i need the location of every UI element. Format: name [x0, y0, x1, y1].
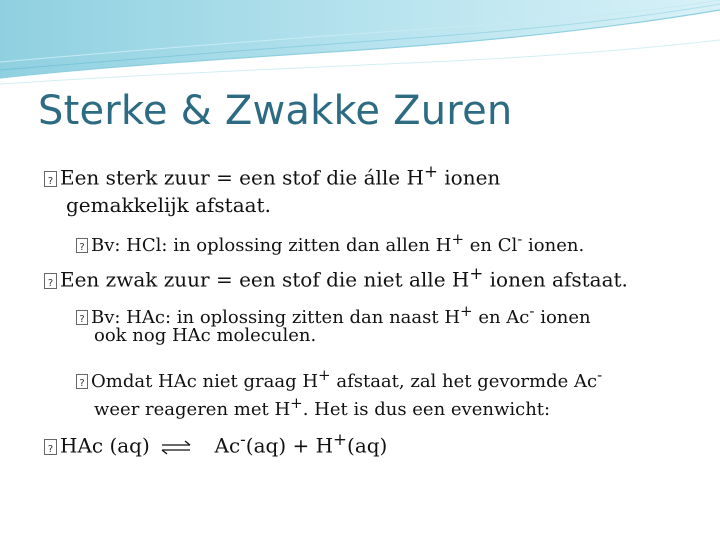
equilibrium-arrows-icon: [156, 437, 208, 457]
superscript-charge: -: [240, 430, 246, 449]
missing-glyph-bullet-icon: [76, 374, 88, 389]
bullet-weak-acid-definition: [44, 262, 628, 292]
product-acetate: Ac: [214, 433, 241, 458]
reactant: HAc (aq): [60, 433, 150, 458]
missing-glyph-bullet-icon: [76, 238, 88, 253]
line-text: ionen: [534, 307, 591, 328]
line-text: ionen: [437, 165, 501, 190]
line-text: Een zwak zuur = een stof die niet alle H: [60, 267, 470, 292]
missing-glyph-bullet-icon: [76, 310, 88, 325]
bullet-equilibrium-equation: [44, 428, 387, 458]
line-text: Bv: HCl: in oplossing zitten dan allen H: [91, 235, 452, 256]
missing-glyph-bullet-icon: [44, 273, 57, 289]
superscript-charge: -: [517, 230, 523, 248]
product-text: (aq): [347, 433, 388, 458]
line-text: ionen afstaat.: [483, 267, 628, 292]
line-text: Een sterk zuur = een stof die álle H: [60, 165, 424, 190]
line-text: weer reageren met H: [94, 399, 291, 420]
header-wave-decoration: [0, 0, 720, 90]
superscript-charge: +: [460, 302, 473, 320]
superscript-charge: -: [597, 366, 603, 384]
slide-title: Sterke & Zwakke Zuren: [38, 88, 513, 134]
product-text: (aq) + H: [245, 433, 334, 458]
bullet-continuation: [66, 193, 271, 217]
line-text: Bv: HAc: in oplossing zitten dan naast H: [91, 307, 461, 328]
line-text: afstaat, zal het gevormde Ac: [330, 371, 598, 392]
sub-bullet-equilibrium-reason: [76, 364, 602, 393]
line-text: ook nog HAc moleculen.: [94, 325, 317, 346]
line-text: en Ac: [472, 307, 530, 328]
superscript-charge: +: [469, 264, 484, 283]
superscript-charge: +: [333, 430, 348, 449]
sub-bullet-continuation: [94, 392, 550, 421]
superscript-charge: +: [290, 394, 303, 412]
missing-glyph-bullet-icon: [44, 171, 57, 187]
line-text: . Het is dus een evenwicht:: [302, 399, 551, 420]
superscript-charge: +: [423, 162, 438, 181]
sub-bullet-continuation: [94, 325, 316, 347]
line-text: en Cl: [464, 235, 518, 256]
superscript-charge: -: [529, 302, 535, 320]
missing-glyph-bullet-icon: [44, 439, 57, 455]
sub-bullet-hcl-example: [76, 228, 584, 257]
line-text: ionen.: [522, 235, 585, 256]
line-text: Omdat HAc niet graag H: [91, 371, 319, 392]
superscript-charge: +: [451, 230, 465, 248]
bullet-strong-acid-definition: [44, 160, 500, 190]
line-text: gemakkelijk afstaat.: [66, 193, 271, 217]
superscript-charge: +: [318, 366, 331, 384]
